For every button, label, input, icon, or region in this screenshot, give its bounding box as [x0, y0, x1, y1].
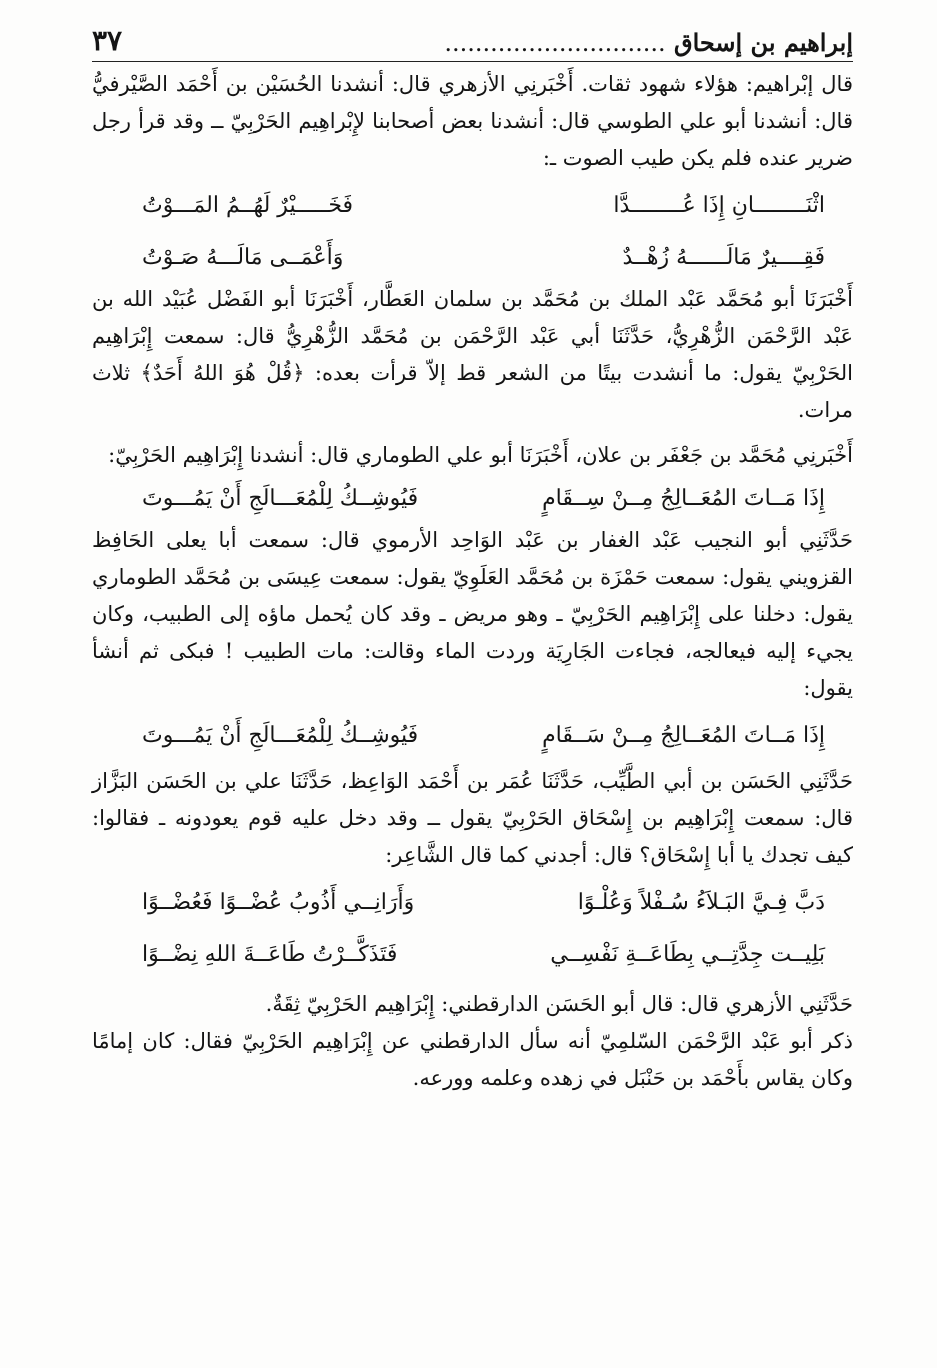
paragraph-7: ذكر أبو عَبْد الرَّحْمَن السّلمِيّ أنه سأل الدارقطني عن إِبْرَاهِيم الحَرْبِيّ فقال: كان إمامًا وكان يقاس بأَحْمَد بن حَنْبَل في زهده وعلمه وورعه.	[92, 1029, 853, 1090]
hemistich-left: فَخَـــــيْرٌ لَهُــمُ المَـــوْتُ	[142, 192, 354, 218]
poem-4-verse-1	[92, 874, 853, 930]
hemistich-right: إِذَا مَــاتَ المُعَــالِجُ مِــنْ سَــقَامٍ	[542, 722, 825, 748]
poem-4-verse-2	[92, 930, 853, 978]
hemistich-left: وَأَرَانِــي أَذُوبُ عُضْــوًا فَعُضْــوًا	[142, 889, 415, 915]
hemistich-right: بَلِيــت جِدَّتِــي بِطَاعَــةِ نَفْسِــي	[550, 941, 825, 967]
hemistich-left: فَيُوشِــكُ لِلْمُعَـــالَجِ أَنْ يَمُـــوتَ	[142, 485, 419, 511]
page-body	[92, 66, 853, 1097]
paragraph-6: حَدَّثَنِي الأزهري قال: قال أبو الحَسَن الدارقطني: إِبْرَاهِيم الحَرْبِيّ ثِقَةٌ.	[265, 992, 853, 1016]
hemistich-right: إِذَا مَــاتَ المُعَــالِجُ مِــنْ سِــقَامٍ	[542, 485, 825, 511]
hemistich-left: وَأَعْمَــى مَالَـــهُ صَـوْتُ	[142, 244, 344, 270]
paragraph-4: حَدَّثَنِي أبو النجيب عَبْد الغفار بن عَبْد الوَاحِد الأرموي قال: سمعت أبا يعلى الحَافِظ القزويني يقول: سمعت حَمْزَة بن مُحَمَّد العَلَوِيّ يقول: سمعت عِيسَى بن مُحَمَّد الطوماري يقول: دخلنا على إِبْرَاهِيم الحَرْبِيّ ـ وهو مريض ـ وقد كان يُحمل ماؤه إلى الطبيب، وكان يجيء إليه فيعالجه، فجاءت الجَارِيَة وردت الماء وقالت: مات الطبيب ! فبكى ثم أنشأ يقول:	[92, 528, 853, 700]
paragraph-5: حَدَّثَنِي الحَسَن بن أبي الطَّيِّب، حَدَّثَنَا عُمَر بن أَحْمَد الوَاعِظ، حَدَّثَنَا علي بن الحَسَن البَزَّاز قال: سمعت إِبْرَاهِيم بن إِسْحَاق الحَرْبِيّ يقول ــ وقد دخل عليه قوم يعودونه ـ فقالوا: كيف تجدك يا أبا إِسْحَاق؟ قال: أجدني كما قال الشَّاعِر:	[92, 769, 853, 867]
running-header	[92, 22, 853, 62]
header-leader-dots: .............................	[444, 29, 666, 57]
header-title: إبراهيم بن إسحاق	[674, 28, 853, 57]
hemistich-left: فَتَذَكَّــرْتُ طَاعَــةَ اللهِ نِضْــوًا	[142, 941, 398, 967]
paragraph-2: أَخْبَرَنَا أبو مُحَمَّد عَبْد الملك بن مُحَمَّد بن سلمان العَطَّار، أَخْبَرَنَا أبو الفَضْل عُبَيْد الله بن عَبْد الرَّحْمَن الزُّهْرِيُّ، حَدَّثَنَا أبي عَبْد الرَّحْمَن بن مُحَمَّد الزُّهْرِيُّ قال: سمعت إِبْرَاهِيم الحَرْبِيّ يقول: ما أنشدت بيتًا من الشعر قط إلاّ قرأت بعده: ﴿قُلْ هُوَ اللهُ أَحَدٌ﴾ ثلاث مرات.	[92, 287, 853, 422]
paragraph-3: أَخْبَرنِي مُحَمَّد بن جَعْفَر بن علان، أَخْبَرَنَا أبو علي الطوماري قال: أنشدنا إِبْرَاهِيم الحَرْبِيّ:	[108, 443, 853, 467]
poem-1-verse-2	[92, 233, 853, 281]
page-number: ٣٧	[92, 24, 123, 57]
poem-3-verse	[92, 707, 853, 763]
hemistich-right: دَبَّ فِـيَّ البَـلاَءُ سُـفْلاً وَعُلْـوًا	[577, 889, 825, 915]
header-title-group	[444, 28, 853, 57]
poem-2-verse	[92, 474, 853, 522]
hemistich-left: فَيُوشِــكُ لِلْمُعَـــالَجِ أَنْ يَمُـــوتَ	[142, 722, 419, 748]
paragraph-1: قال إبْراهيم: هؤلاء شهود ثقات. أَخْبَرنِي الأزهري قال: أنشدنا الحُسَيْن بن أَحْمَد الصَّيْرفيُّ قال: أنشدنا أبو علي الطوسي قال: أنشدنا بعض أصحابنا لإِبْراهِيم الحَرْبِيّ ــ وقد قرأ رجل ضرير عنده فلم يكن طيب الصوت ـ:	[92, 72, 853, 170]
poem-1-verse-1	[92, 177, 853, 233]
hemistich-right: فَقِــــيرٌ مَالَــــــهُ زُهْــدٌ	[622, 244, 825, 270]
hemistich-right: اثْنَــــــــانِ إِذَا عُــــــــدَّا	[613, 192, 825, 218]
